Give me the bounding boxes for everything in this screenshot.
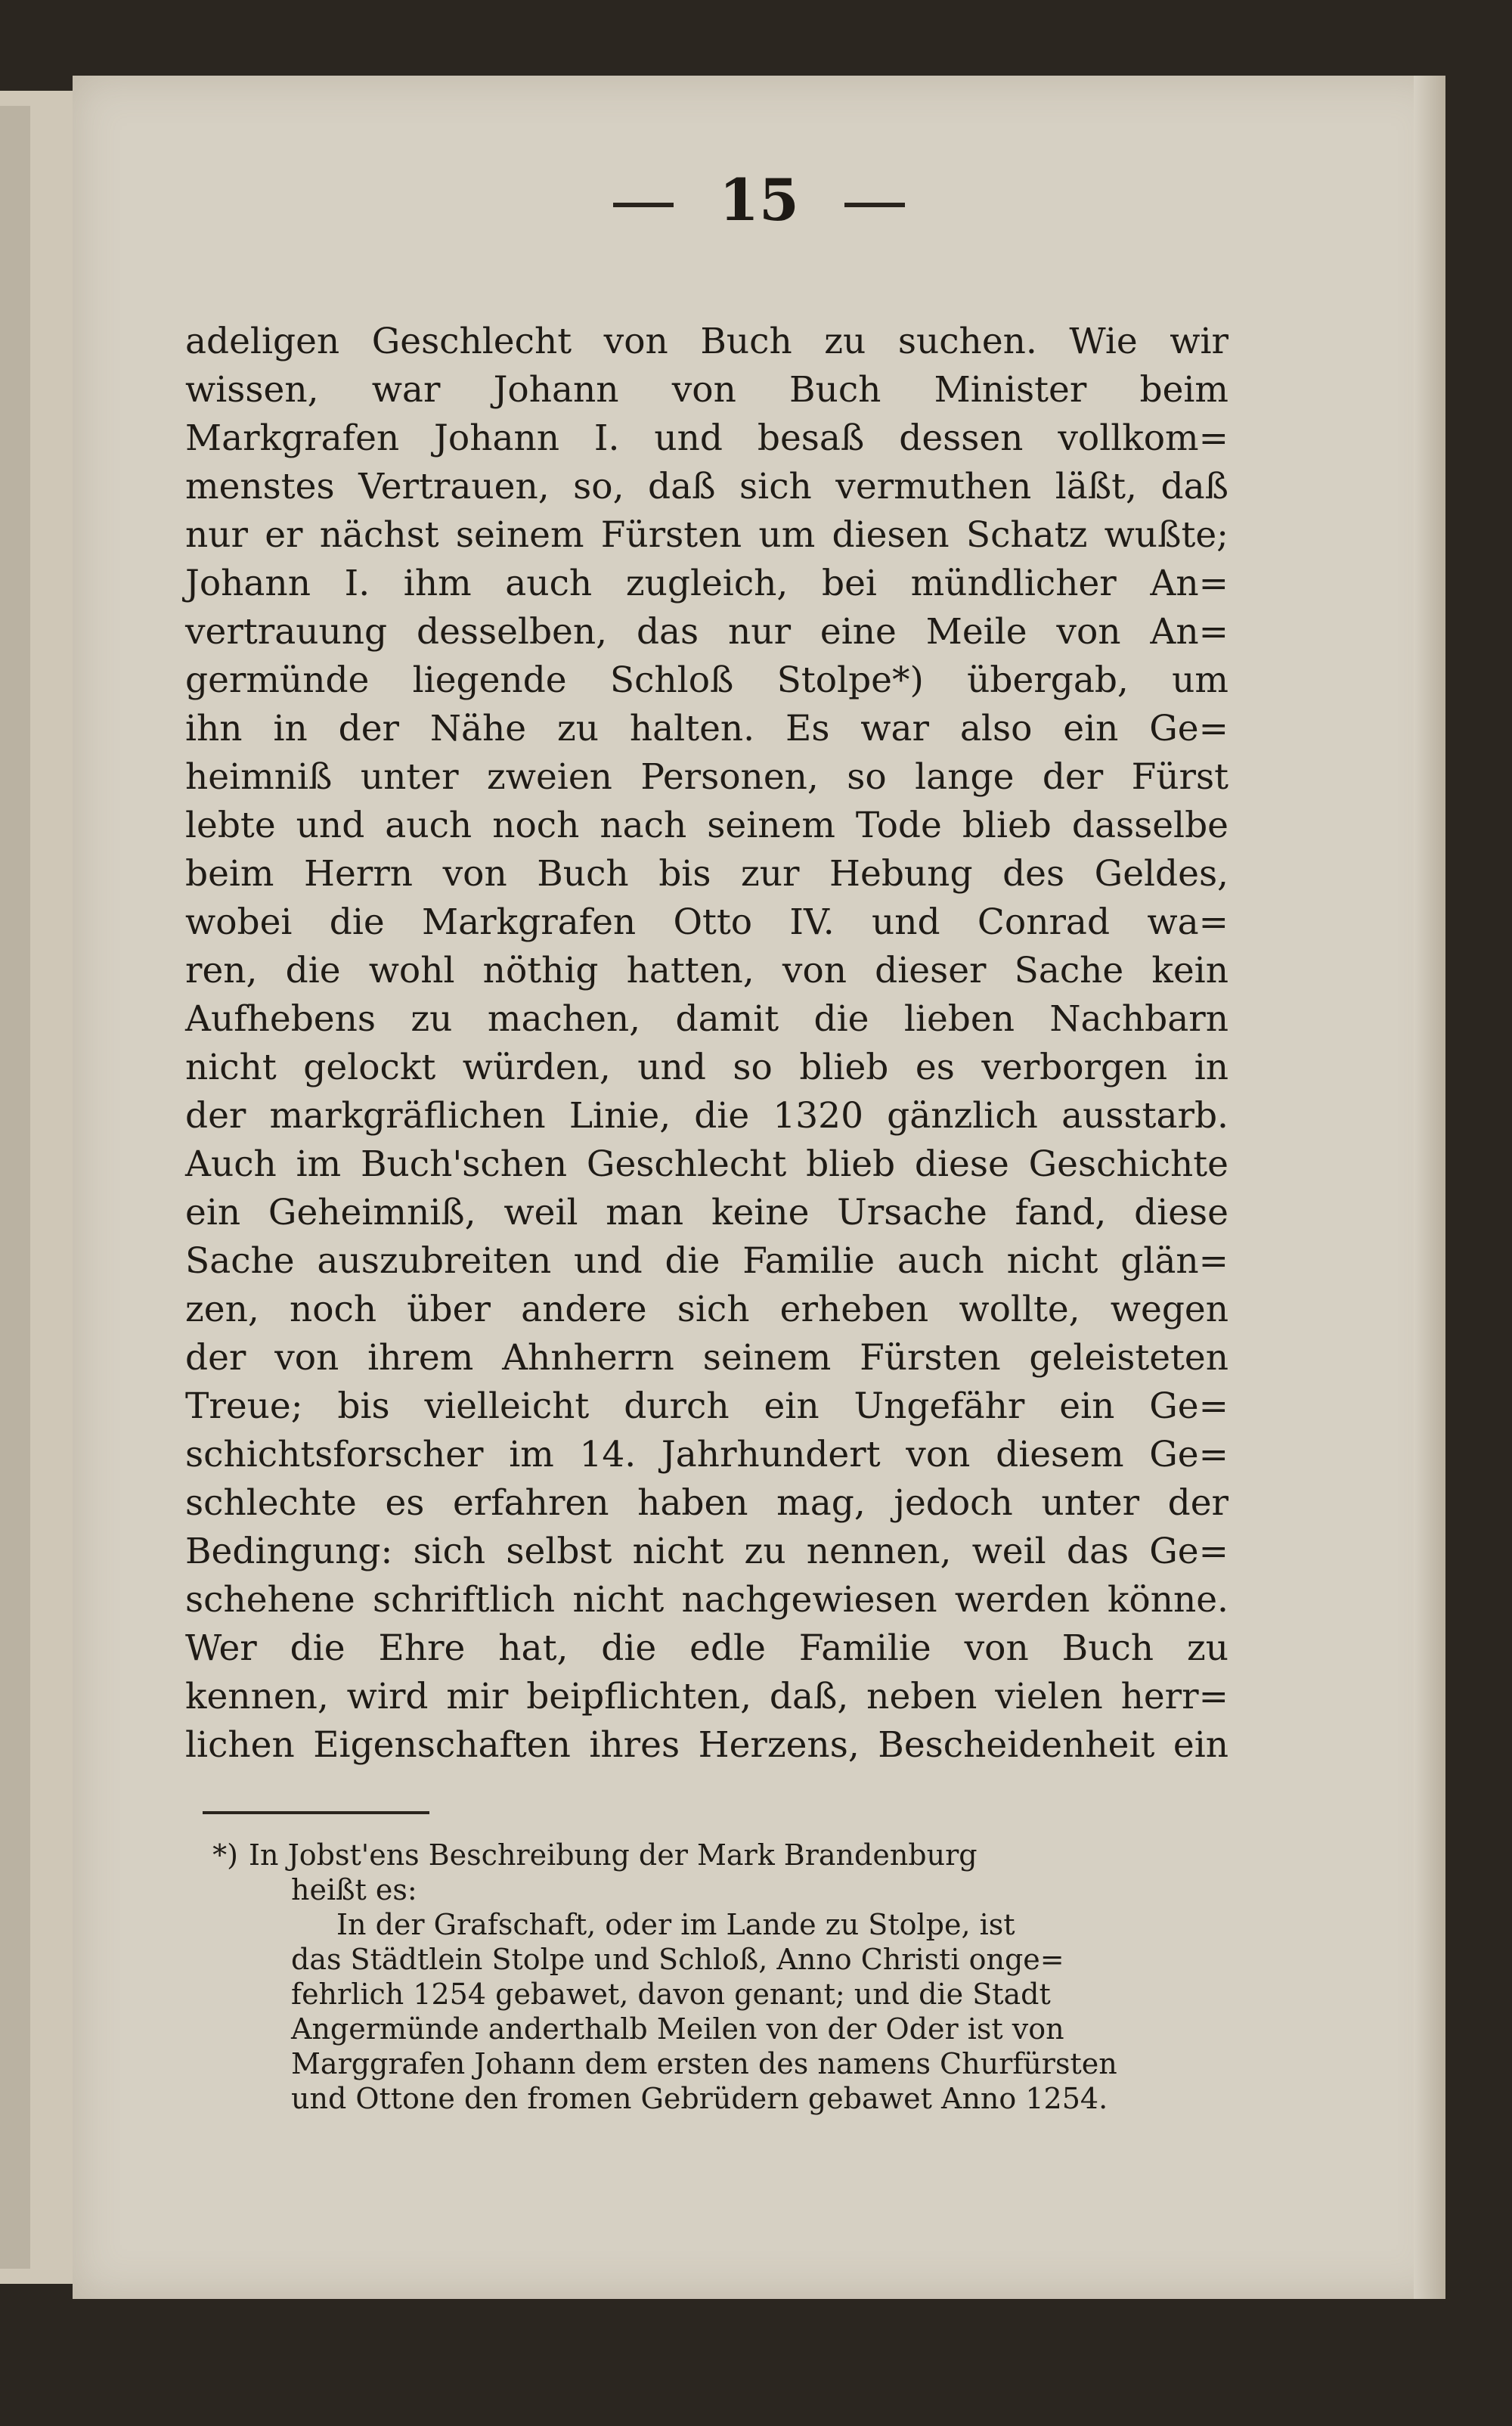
footnote-quote-line: das Städtlein Stolpe und Schloß, Anno Christi onge= [291,1943,1064,1976]
body-line: kennen, wird mir beipflichten, daß, neben vielen herr= [185,1676,1228,1717]
body-line: ein Geheimniß, weil man keine Ursache fand, diese [185,1192,1228,1233]
body-line: Wer die Ehre hat, die edle Familie von Buch zu [185,1627,1228,1669]
body-line: heimniß unter zweien Personen, so lange der Fürst [185,756,1228,798]
body-line: Auch im Buch'schen Geschlecht blieb diese Geschichte [185,1143,1228,1185]
footnote-quote-line: und Ottone den fromen Gebrüdern gebawet Anno 1254. [291,2082,1108,2115]
footnote-first-line: In Jobst'ens Beschreibung der Mark Brandenburg [249,1838,978,1872]
body-line: schehene schriftlich nicht nachgewiesen werden könne. [185,1579,1228,1621]
body-line: Aufhebens zu machen, damit die lieben Nachbarn [185,998,1228,1040]
page-right-shadow [1414,76,1445,2299]
body-line: nicht gelockt würden, und so blieb es verborgen in [185,1047,1228,1088]
body-line: wobei die Markgrafen Otto IV. und Conrad wa= [185,901,1228,943]
body-line: Treue; bis vielleicht durch ein Ungefähr ein Ge= [185,1385,1228,1427]
body-line: ren, die wohl nöthig hatten, von dieser Sache kein [185,950,1228,991]
body-text [185,318,1228,1770]
body-line: menstes Vertrauen, so, daß sich vermuthen läßt, daß [185,466,1228,507]
footnote-quote-line: Angermünde anderthalb Meilen von der Oder ist von [291,2012,1064,2046]
body-line: schichtsforscher im 14. Jahrhundert von diesem Ge= [185,1434,1228,1475]
footnote-line: heißt es: [291,1873,417,1906]
footnote-line [185,1838,1228,1872]
header-dash-right [844,203,905,207]
body-line: beim Herrn von Buch bis zur Hebung des Geldes, [185,853,1228,895]
body-line: lebte und auch noch nach seinem Tode blieb dasselbe [185,805,1228,846]
body-line: nur er nächst seinem Fürsten um diesen Schatz wußte; [185,514,1228,556]
footnote-quote-line: fehrlich 1254 gebawet, davon genant; und die Stadt [291,1978,1051,2011]
footnote-quote-line: Marggrafen Johann dem ersten des namens Churfürsten [291,2047,1117,2080]
body-line: zen, noch über andere sich erheben wollte, wegen [185,1289,1228,1330]
footnote [185,1838,1228,2116]
header-dash-left [613,203,674,207]
body-line: der von ihrem Ahnherrn seinem Fürsten geleisteten [185,1337,1228,1379]
body-line: Sache auszubreiten und die Familie auch nicht glän= [185,1240,1228,1282]
body-line: der markgräflichen Linie, die 1320 gänzlich ausstarb. [185,1095,1228,1137]
body-line: lichen Eigenschaften ihres Herzens, Bescheidenheit ein [185,1724,1228,1766]
body-line: Bedingung: sich selbst nicht zu nennen, weil das Ge= [185,1531,1228,1572]
page-header [73,147,1445,253]
body-line: germünde liegende Schloß Stolpe*) übergab, um [185,659,1228,701]
footnote-marker: *) [212,1838,238,1872]
body-line: wissen, war Johann von Buch Minister beim [185,369,1228,411]
body-line: schlechte es erfahren haben mag, jedoch unter der [185,1482,1228,1524]
left-page-margin [0,106,30,2269]
body-line: Johann I. ihm auch zugleich, bei mündlicher An= [185,563,1228,604]
body-line: Markgrafen Johann I. und besaß dessen vollkom= [185,417,1228,459]
page-number: 15 [719,166,799,234]
footnote-rule [203,1811,429,1814]
footnote-quote-line: In der Grafschaft, oder im Lande zu Stolpe, ist [336,1908,1015,1941]
body-line: ihn in der Nähe zu halten. Es war also ein Ge= [185,708,1228,749]
body-line: adeligen Geschlecht von Buch zu suchen. Wie wir [185,321,1228,362]
body-line: vertrauung desselben, das nur eine Meile von An= [185,611,1228,653]
